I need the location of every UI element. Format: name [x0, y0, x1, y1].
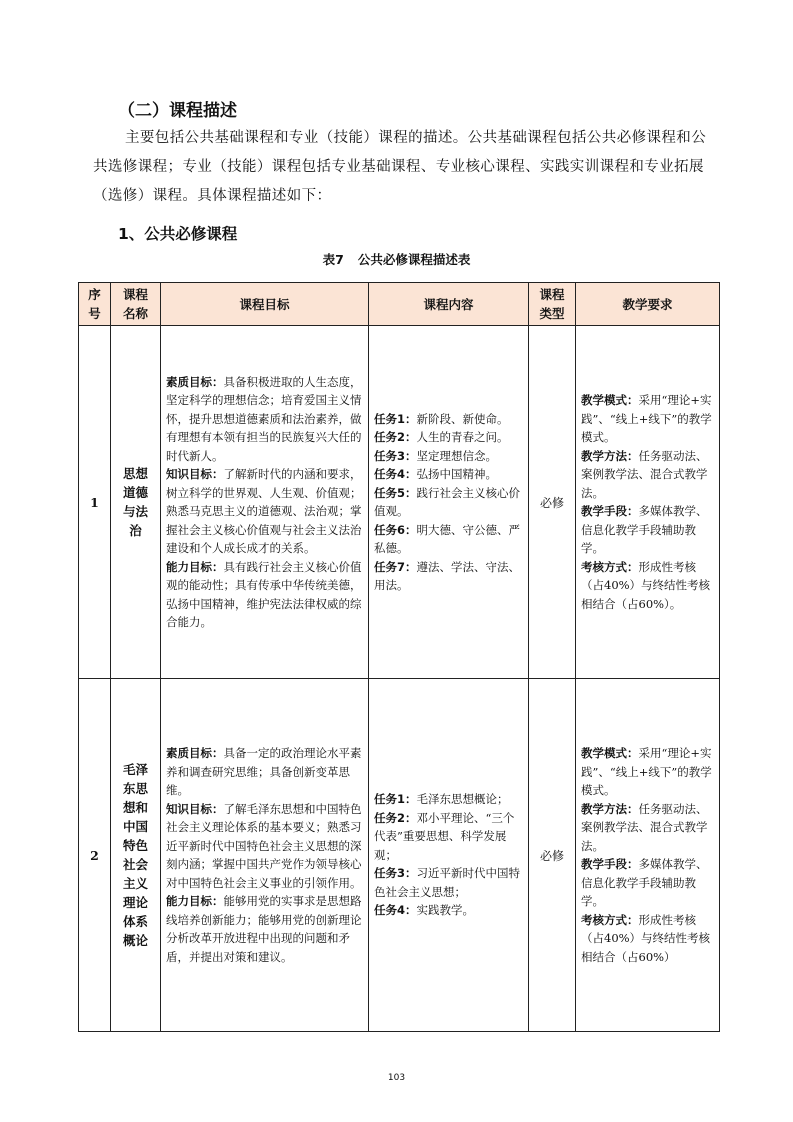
course-contents-item: 任务3：习近平新时代中国特色社会主义思想；	[374, 866, 521, 899]
course-contents-item: 任务3：坚定理想信念。	[374, 448, 498, 463]
table-row	[79, 326, 720, 679]
course-table	[78, 282, 720, 1032]
teaching-requirements	[576, 326, 720, 679]
course-goals-item: 素质目标：具备积极进取的人生态度，坚定科学的理想信念；培育爱国主义情怀，提升思想道德素质和法治素养，做有理想有本领有担当的民族复兴大任的时代新人。	[166, 374, 362, 463]
course-contents-item: 任务4：弘扬中国精神。	[374, 467, 498, 481]
header-name: 课程 名称	[111, 283, 161, 326]
course-goals-item: 知识目标：了解新时代的内涵和要求，树立科学的世界观、人生观、价值观；熟悉马克思主义的道德观、法治观；掌握社会主义核心价值观与社会主义法治建设和个人成长成才的关系。	[166, 467, 362, 555]
header-req: 教学要求	[576, 283, 720, 326]
teaching-requirements-item: 考核方式：形成性考核（占40%）与终结性考核相结合（占60%）	[581, 912, 711, 964]
course-seq: 1	[79, 326, 111, 679]
course-goals-item: 素质目标：具备一定的政治理论水平素养和调查研究思维；具备创新变革思维。	[166, 746, 362, 797]
course-contents-item: 任务5：践行社会主义核心价值观。	[374, 485, 521, 518]
course-contents-item: 任务4：实践教学。	[374, 903, 475, 918]
teaching-requirements-item: 考核方式：形成性考核（占40%）与终结性考核相结合（占60%）。	[581, 559, 711, 611]
teaching-requirements-item: 教学模式：采用“理论+实践”、“线上+线下”的教学模式。	[581, 393, 712, 444]
course-name: 思想 道德 与法 治	[111, 326, 161, 679]
table-row	[79, 679, 720, 1032]
course-name: 毛泽 东思 想和 中国 特色 社会 主义 理论 体系 概论	[111, 679, 161, 1032]
course-seq: 2	[79, 679, 111, 1032]
header-content: 课程内容	[369, 283, 529, 326]
course-contents-item: 任务6：明大德、守公德、严私德。	[374, 522, 521, 555]
course-type: 必修	[529, 326, 576, 679]
course-contents-item: 任务2：邓小平理论、“三个代表”重要思想、科学发展观；	[374, 810, 515, 862]
header-seq: 序 号	[79, 283, 111, 326]
course-goals	[161, 326, 369, 679]
table-header-row	[79, 283, 720, 326]
section-title: （二）课程描述	[118, 101, 237, 121]
table-caption	[0, 250, 793, 268]
header-goal: 课程目标	[161, 283, 369, 326]
course-contents	[369, 326, 529, 679]
teaching-requirements-item: 教学模式：采用“理论+实践”、“线上+线下”的教学模式。	[581, 746, 712, 797]
table-number: 表7	[322, 252, 344, 267]
course-contents-item: 任务1：毛泽东思想概论；	[374, 792, 509, 807]
course-goals-item: 能力目标：具有践行社会主义核心价值观的能动性；具有传承中华传统美德，弘扬中国精神，维护宪法法律权威的综合能力。	[166, 559, 362, 629]
course-goals-item: 知识目标：了解毛泽东思想和中国特色社会主义理论体系的基本要义；熟悉习近平新时代中国特色社会主义思想的深刻内涵；掌握中国共产党作为领导核心对中国特色社会主义事业的引领作用。	[166, 801, 362, 890]
header-type: 课程 类型	[529, 283, 576, 326]
teaching-requirements	[576, 679, 720, 1032]
course-contents-item: 任务1：新阶段、新使命。	[374, 411, 509, 426]
teaching-requirements-item: 教学方法：任务驱动法、案例教学法、混合式教学法。	[581, 448, 708, 500]
course-goals	[161, 679, 369, 1032]
teaching-requirements-item: 教学手段：多媒体教学、信息化教学手段辅助教学。	[581, 504, 708, 555]
teaching-requirements-item: 教学手段：多媒体教学、信息化教学手段辅助教学。	[581, 857, 708, 908]
course-contents-item: 任务7：遵法、学法、守法、用法。	[374, 559, 521, 592]
course-goals-item: 能力目标：能够用党的实事求是思想路线培养创新能力；能够用党的创新理论分析改革开放进程中出现的问题和矛盾，并提出对策和建议。	[166, 894, 362, 964]
course-contents-item: 任务2：人生的青春之问。	[374, 430, 509, 444]
table-title: 公共必修课程描述表	[357, 252, 471, 267]
subsection-title: 1、公共必修课程	[118, 225, 238, 243]
teaching-requirements-item: 教学方法：任务驱动法、案例教学法、混合式教学法。	[581, 801, 708, 853]
course-contents	[369, 679, 529, 1032]
course-type: 必修	[529, 679, 576, 1032]
page-number: 103	[387, 1073, 406, 1083]
intro-paragraph: 主要包括公共基础课程和专业（技能）课程的描述。公共基础课程包括公共必修课程和公共选修课程；专业（技能）课程包括专业基础课程、专业核心课程、实践实训课程和专业拓展（选修）课程。具体课程描述如下：	[93, 130, 707, 204]
